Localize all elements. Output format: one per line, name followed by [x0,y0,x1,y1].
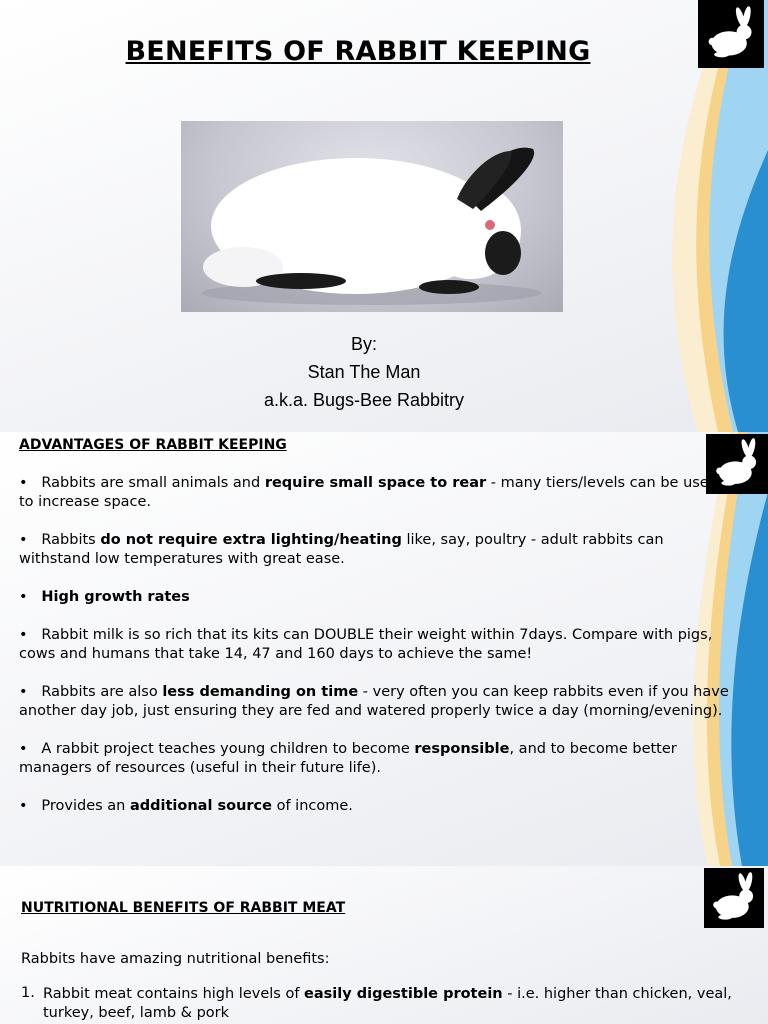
rabbit-photo [181,121,563,312]
author-aka: a.k.a. Bugs-Bee Rabbitry [263,390,465,410]
rabbit-illustration [181,121,563,312]
list-item: • High growth rates [19,589,190,605]
page-title: BENEFITS OF RABBIT KEEPING [125,36,591,67]
section-title: NUTRITIONAL BENEFITS OF RABBIT MEAT [21,900,346,916]
list-item: • A rabbit project teaches young children to become responsible, and to become better managers of resources (useful in their future life). [19,741,677,776]
list-item: • Provides an additional source of income. [19,798,353,814]
list-item: • Rabbit milk is so rich that its kits can DOUBLE their weight within 7days. Compare with pigs, cows and humans that take 14, 47 and 160 days to achieve the same! [19,627,713,662]
list-item: • Rabbits are small animals and require small space to rear - many tiers/levels can be used to increase space. [19,475,718,510]
advantages-slide [0,432,768,866]
list-item: • Rabbits are also less demanding on time - very often you can keep rabbits even if you have another day job, just ensuring they are fed and watered properly twice a day (morning/evening). [19,684,729,719]
list-item: Rabbit meat contains high levels of easily digestible protein - i.e. higher than chicken, veal, turkey, beef, lamb & pork [43,986,732,1021]
intro-text: Rabbits have amazing nutritional benefits: [21,951,330,967]
section-title: ADVANTAGES OF RABBIT KEEPING [19,437,287,453]
rabbit-logo [704,868,764,928]
nutrition-slide [0,866,768,1024]
list-item: • Rabbits do not require extra lighting/heating like, say, poultry - adult rabbits can withstand low temperatures with great ease. [19,532,664,567]
by-label: By: [350,334,377,354]
title-slide [0,0,768,432]
author-name: Stan The Man [307,362,421,382]
rabbit-icon [708,872,760,924]
list-number: 1. [21,985,35,1001]
